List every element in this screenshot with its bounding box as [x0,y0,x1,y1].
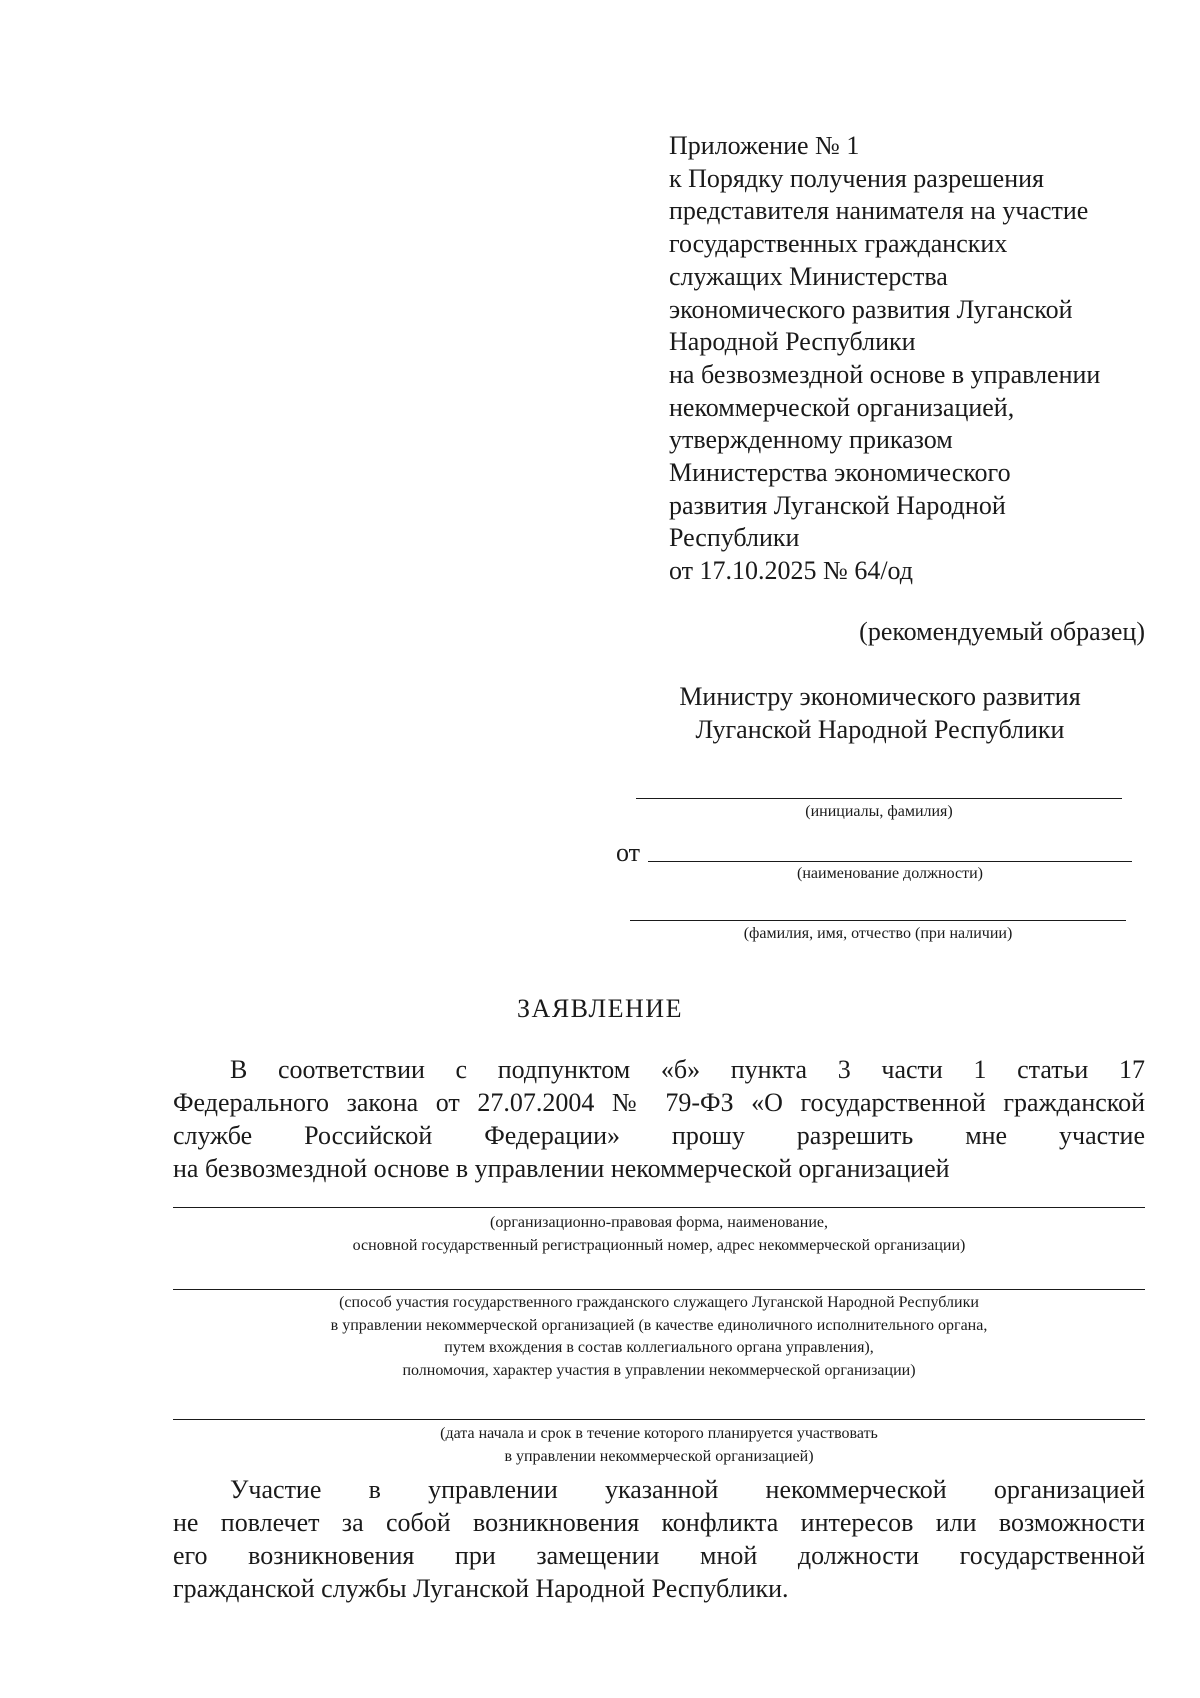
participation-method-field-line[interactable] [173,1289,1145,1290]
addressee [600,680,1160,746]
organization-caption [173,1212,1145,1257]
caption-line: основной государственный регистрационный номер, адрес некоммерческой организации) [352,1236,966,1254]
statement-paragraph [173,1053,1145,1185]
fullname-field-line[interactable] [630,920,1126,921]
addressee-line-1: Министру экономического развития [679,682,1081,711]
caption-line: полномочия, характер участия в управлении некоммерческой организации) [402,1361,916,1379]
paragraph-line: его возникновения при замещении мной должности государственной [173,1541,1145,1570]
paragraph-line: В соответствии с подпунктом «б» пункта 3 части 1 статьи 17 [230,1055,1145,1084]
appendix-line: Приложение № 1 [669,131,860,160]
participation-method-caption [173,1292,1145,1382]
appendix-line: Министерства экономического [669,458,1011,488]
appendix-line: к Порядку получения разрешения [669,163,1045,193]
appendix-line: от 17.10.2025 № 64/од [669,556,914,586]
conflict-paragraph [173,1473,1145,1605]
appendix-line: государственных гражданских [669,229,1008,259]
fullname-caption: (фамилия, имя, отчество (при наличии) [743,925,1013,942]
dates-caption [173,1423,1145,1468]
position-field-line[interactable] [648,861,1132,862]
appendix-line: Народной Республики [669,327,916,357]
caption-line: (организационно-правовая форма, наименование, [490,1214,828,1231]
paragraph-line: гражданской службы Луганской Народной Республики. [173,1574,789,1603]
caption-line: в управлении некоммерческой организацией) [504,1447,814,1465]
initials-field-line[interactable] [636,798,1122,799]
caption-line: путем вхождения в состав коллегиального органа управления), [444,1339,874,1356]
initials-caption: (инициалы, фамилия) [805,803,953,820]
appendix-line: Республики [669,523,800,553]
appendix-line: развития Луганской Народной [669,490,1006,520]
sample-note: (рекомендуемый образец) [859,617,1145,646]
appendix-line: представителя нанимателя на участие [669,196,1089,226]
paragraph-line: не повлечет за собой возникновения конфликта интересов или возможности [173,1508,1145,1537]
addressee-line-2: Луганской Народной Республики [695,715,1065,744]
caption-line: (дата начала и срок в течение которого планируется участвовать [440,1425,878,1442]
paragraph-line: Участие в управлении указанной некоммерческой организацией [230,1475,1145,1504]
caption-line: в управлении некоммерческой организацией (в качестве единоличного исполнительного органа, [330,1316,988,1334]
dates-field-line[interactable] [173,1419,1145,1420]
appendix-line: некоммерческой организацией, [669,392,1015,422]
caption-line: (способ участия государственного гражданского служащего Луганской Народной Республики [339,1294,979,1311]
appendix-line: экономического развития Луганской [669,294,1073,324]
appendix-line: утвержденному приказом [669,425,953,455]
from-label: от [616,838,641,867]
appendix-header [669,130,1149,588]
position-caption: (наименование должности) [797,865,983,882]
paragraph-line: на безвозмездной основе в управлении некоммерческой организацией [173,1154,950,1183]
paragraph-line: службе Российской Федерации» прошу разрешить мне участие [173,1121,1145,1150]
document-title: ЗАЯВЛЕНИЕ [517,994,683,1023]
appendix-line: на безвозмездной основе в управлении [669,359,1101,389]
paragraph-line: Федерального закона от 27.07.2004 № 79-ФЗ «О государственной гражданской [173,1088,1145,1117]
organization-field-line[interactable] [173,1207,1145,1208]
appendix-line: служащих Министерства [669,261,948,291]
